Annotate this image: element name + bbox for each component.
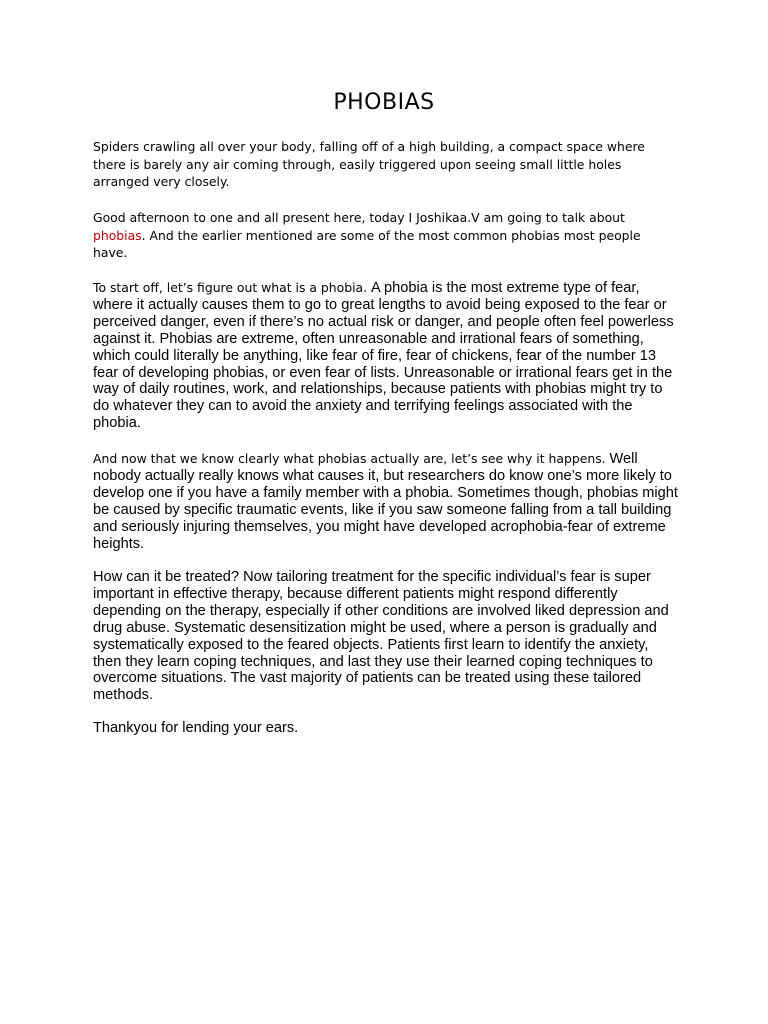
definition-body: A phobia is the most extreme type of fear, where it actually causes them to go to great lengths to avoid being exposed to the fear or perceived danger, even if there’s no actual risk or danger, and people often feel powerless against it. Phobias are extreme, often unreasonable and irrational fears of something, which could literally be anything, like fear of fire, fear of chickens, fear of the number 13 fear of developing phobias, or even fear of lists. Unreasonable or irrational fears get in the way of daily routines, work, and relationships, because patients with phobias might try to do whatever they can to avoid the anxiety and terrifying feelings associated with the phobia.: [93, 280, 674, 432]
greeting-text-end: . And the earlier mentioned are some of the most common phobias most people have.: [93, 227, 641, 260]
greeting-text-start: Good afternoon to one and all present here, today I Joshikaa.V am going to talk about: [93, 210, 625, 225]
document-title: PHOBIAS: [333, 90, 435, 115]
paragraph-treatment: How can it be treated? Now tailoring treatment for the specific individual’s fear is super important in effective therapy, because different patients might respond differently depending on the therapy, especially if other conditions are involved liked depression and drug abuse. Systematic desensitization might be used, where a person is gradually and systematically exposed to the feared objects. Patients first learn to identify the anxiety, then they learn coping techniques, and last they use their learned coping techniques to overcome situations. The vast majority of patients can be treated using these tailored methods.: [93, 569, 669, 704]
paragraph-causes: [93, 451, 678, 552]
causes-lead: And now that we know clearly what phobias actually are, let’s see why it happens.: [93, 451, 610, 466]
paragraph-intro: Spiders crawling all over your body, falling off of a high building, a compact space where there is barely any air coming through, easily triggered upon seeing small little holes arranged very closely.: [93, 139, 645, 189]
causes-body: Well nobody actually really knows what causes it, but researchers do know one’s more likely to develop one if you have a family member with a phobia. Sometimes though, phobias might be caused by specific traumatic events, like if you saw someone falling from a tall building and seriously injuring themselves, you might have developed acrophobia-fear of extreme heights.: [93, 451, 678, 552]
paragraph-greeting: [93, 209, 678, 262]
phobias-highlight: phobias: [93, 227, 142, 243]
paragraph-definition: [93, 280, 678, 432]
definition-lead: To start off, let’s figure out what is a phobia.: [93, 280, 371, 295]
paragraph-closing: Thankyou for lending your ears.: [93, 720, 299, 736]
